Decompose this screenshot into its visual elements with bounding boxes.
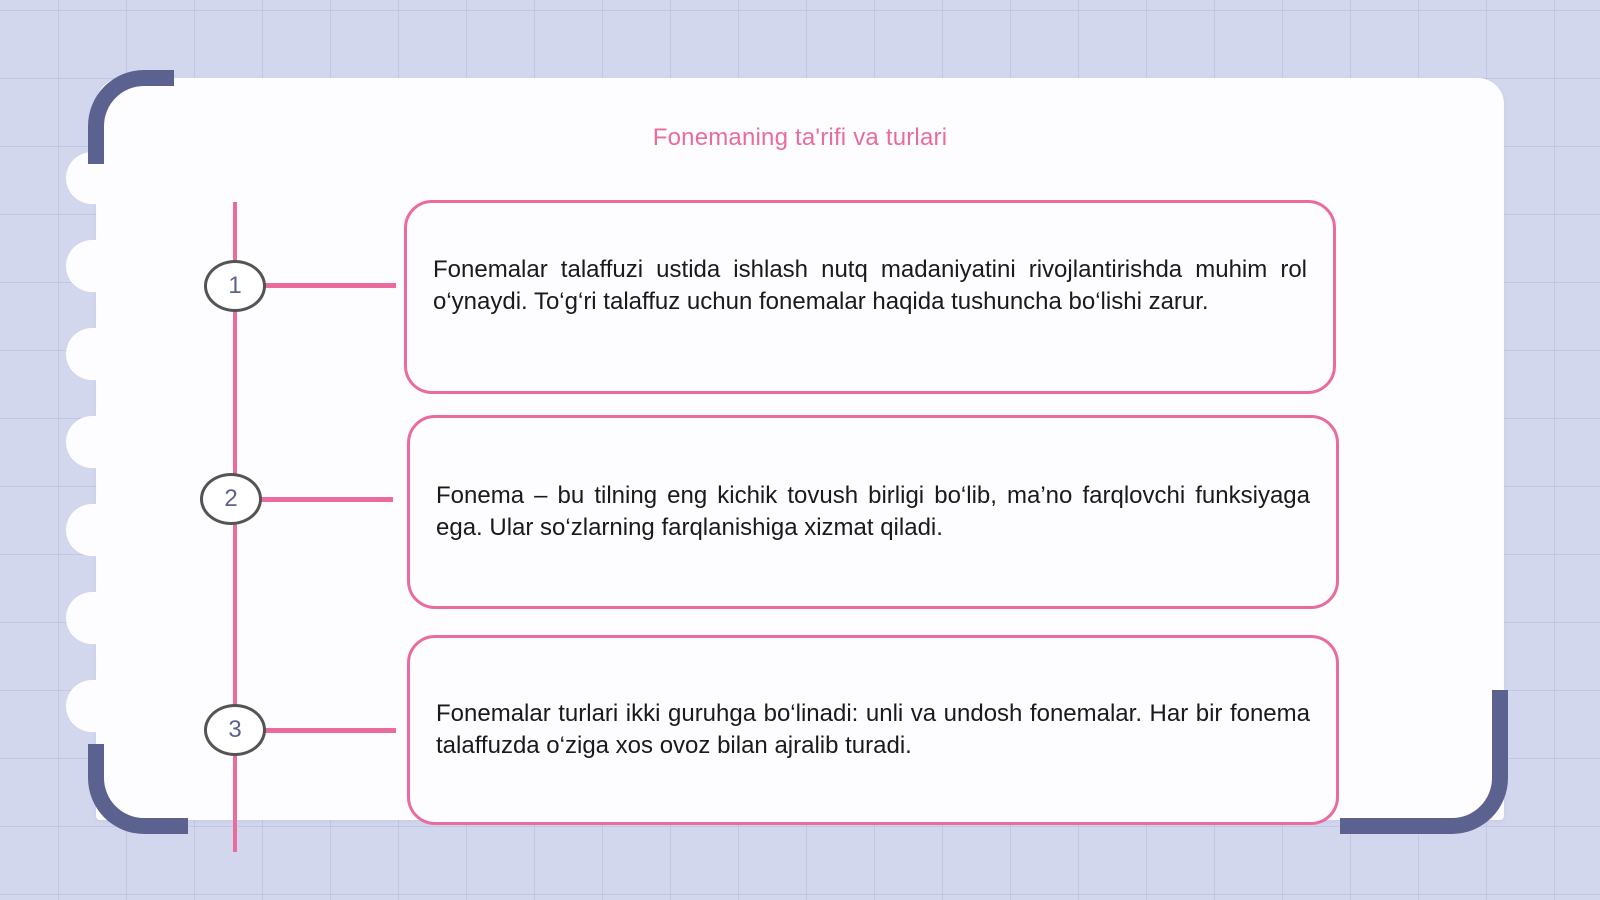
timeline-connector [264, 728, 396, 733]
info-card-1 [404, 200, 1336, 394]
card-text: Fonemalar talaffuzi ustida ishlash nutq madaniyatini rivojlantirishda muhim rol o‘ynaydi. To‘g‘ri talaffuz uchun fonemalar haqida tushuncha bo‘lishi zarur. [433, 256, 1307, 315]
step-number-2: 2 [200, 473, 262, 525]
timeline-connector [261, 497, 393, 502]
timeline-connector [264, 283, 396, 288]
info-card-2 [407, 415, 1339, 609]
slide-title: Fonemaning ta'rifi va turlari [652, 124, 948, 151]
sheet-scallop [66, 592, 126, 644]
info-card-3 [407, 635, 1339, 825]
sheet-scallop [66, 504, 126, 556]
step-number-3: 3 [204, 704, 266, 756]
sheet-scallop [66, 416, 126, 468]
sheet-scallop [66, 680, 126, 732]
card-text: Fonemalar turlari ikki guruhga bo‘linadi: unli va undosh fonemalar. Har bir fonema talaffuzda o‘ziga xos ovoz bilan ajralib turadi. [436, 700, 1310, 759]
sheet-scallop [66, 240, 126, 292]
step-number-1: 1 [204, 260, 266, 312]
corner-bracket-bottom-left [88, 744, 188, 834]
card-text: Fonema – bu tilning eng kichik tovush birligi bo‘lib, ma’no farqlovchi funksiyaga ega. Ular so‘zlarning farqlanishiga xizmat qiladi. [436, 482, 1310, 541]
corner-bracket-bottom-right [1340, 690, 1508, 834]
sheet-scallop [66, 328, 126, 380]
